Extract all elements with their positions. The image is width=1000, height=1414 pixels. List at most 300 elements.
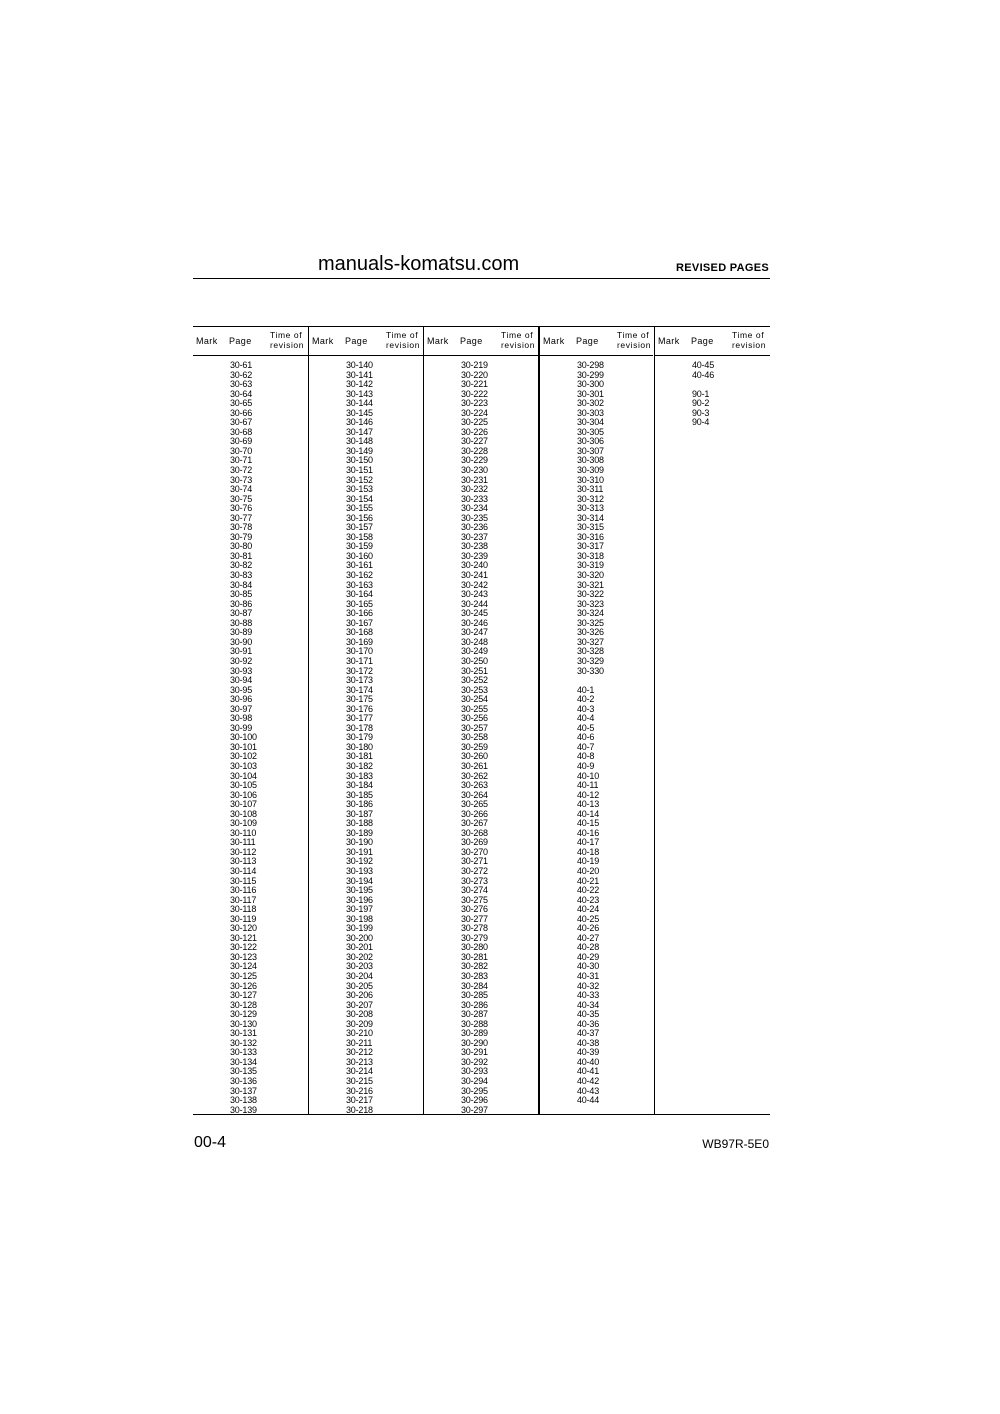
page-entry: 30-125 [230, 971, 257, 981]
page-entry: 30-252 [461, 675, 488, 686]
page-list [230, 361, 257, 1115]
page-entry: 30-210 [346, 1028, 373, 1039]
page-entry: 90-4 [692, 417, 710, 428]
page-entry: 30-174 [346, 684, 373, 695]
page-entry: 30-140 [346, 360, 373, 370]
page-entry: 30-287 [461, 1009, 488, 1020]
page-entry: 30-180 [346, 741, 373, 752]
page-entry: 30-123 [230, 951, 257, 962]
page-entry: 30-308 [577, 455, 604, 466]
page-entry: 30-132 [230, 1037, 257, 1048]
page-entry: 40-29 [577, 951, 600, 962]
page-entry: 40-15 [577, 818, 600, 829]
page-entry: 30-274 [461, 885, 488, 896]
page-entry: 30-295 [461, 1085, 488, 1096]
page-entry: 90-2 [692, 398, 710, 409]
page-entry: 30-105 [230, 780, 257, 791]
page-entry: 30-81 [230, 550, 253, 561]
page-entry: 90-1 [692, 388, 710, 399]
page-entry: 30-181 [346, 751, 373, 762]
page-entry: 30-62 [230, 369, 253, 380]
page-entry: 30-268 [461, 827, 488, 838]
page-entry: 30-260 [461, 751, 488, 762]
page-entry: 40-16 [577, 827, 600, 838]
page-entry: 30-296 [461, 1095, 488, 1106]
page-list [577, 361, 604, 1106]
page-entry: 30-102 [230, 751, 257, 762]
page-entry: 30-94 [230, 675, 253, 686]
page-entry: 30-178 [346, 722, 373, 733]
page-entry: 30-165 [346, 598, 373, 609]
page-entry: 40-28 [577, 942, 600, 953]
page-entry: 30-151 [346, 465, 373, 476]
page-entry: 30-306 [577, 436, 604, 447]
page-entry: 30-118 [230, 904, 257, 915]
page-entry: 30-107 [230, 799, 257, 810]
page-entry: 30-276 [461, 904, 488, 915]
page-entry: 30-97 [230, 703, 253, 714]
page-entry: 30-191 [346, 846, 373, 857]
page-entry: 30-82 [230, 560, 253, 571]
page-entry: 40-32 [577, 980, 600, 991]
page-entry: 30-326 [577, 627, 604, 638]
page-entry: 30-186 [346, 799, 373, 810]
page-entry: 30-89 [230, 627, 253, 638]
page-entry: 30-198 [346, 913, 373, 924]
page-entry: 30-137 [230, 1085, 257, 1096]
page-entry: 30-110 [230, 827, 257, 838]
page-entry: 30-113 [230, 856, 257, 867]
header-mark: Mark [312, 336, 334, 346]
page-entry: 30-282 [461, 961, 488, 972]
page-entry: 30-311 [577, 484, 604, 495]
column-header [309, 327, 423, 356]
header-mark: Mark [427, 336, 449, 346]
page-entry: 30-261 [461, 760, 488, 771]
page-entry: 30-150 [346, 455, 373, 466]
header-mark: Mark [196, 336, 218, 346]
page-entry: 30-204 [346, 971, 373, 981]
page-entry: 30-69 [230, 436, 253, 447]
page-entry: 40-20 [577, 865, 600, 876]
page-entry: 30-324 [577, 608, 604, 619]
page-entry: 30-145 [346, 407, 373, 418]
page-entry: 30-249 [461, 646, 488, 657]
page-entry: 30-251 [461, 665, 488, 676]
header-rule [193, 278, 770, 279]
page-entry: 30-305 [577, 426, 604, 437]
page-entry: 40-21 [577, 875, 600, 886]
page-entry: 30-171 [346, 655, 373, 666]
page-entry: 30-104 [230, 770, 257, 781]
page-entry: 30-143 [346, 388, 373, 399]
page-entry: 30-219 [461, 360, 488, 370]
page-entry: 30-108 [230, 808, 257, 819]
header-page: Page [576, 336, 599, 346]
table-column-1 [193, 327, 308, 1114]
page-entry: 30-88 [230, 617, 253, 628]
page-entry: 30-297 [461, 1104, 488, 1115]
page-entry: 40-35 [577, 1009, 600, 1020]
page-entry: 30-309 [577, 465, 604, 476]
page-entry: 30-223 [461, 398, 488, 409]
page-entry: 30-217 [346, 1095, 373, 1106]
page-entry: 30-179 [346, 732, 373, 743]
page-entry: 30-238 [461, 541, 488, 552]
page-entry: 40-37 [577, 1028, 600, 1039]
page-entry: 30-129 [230, 1009, 257, 1020]
page-entry: 30-226 [461, 426, 488, 437]
page-entry: 30-233 [461, 493, 488, 504]
page-entry: 30-187 [346, 808, 373, 819]
page-entry: 30-135 [230, 1066, 257, 1077]
page-entry: 30-152 [346, 474, 373, 485]
page-entry: 30-248 [461, 636, 488, 647]
header-time-of-revision: Time of revision [501, 330, 536, 350]
page-entry: 30-262 [461, 770, 488, 781]
page-entry: 40-9 [577, 760, 595, 771]
page-entry: 30-275 [461, 894, 488, 905]
page-entry: 40-23 [577, 894, 600, 905]
page-entry: 30-106 [230, 789, 257, 800]
page-entry: 30-265 [461, 799, 488, 810]
page-entry: 40-7 [577, 741, 595, 752]
page-entry: 30-147 [346, 426, 373, 437]
page-entry: 30-100 [230, 732, 257, 743]
page-entry: 30-294 [461, 1076, 488, 1087]
page-entry: 30-72 [230, 465, 253, 476]
page-entry: 30-214 [346, 1066, 373, 1077]
page-entry: 30-96 [230, 694, 253, 705]
page-entry: 30-130 [230, 1018, 257, 1029]
page-entry: 40-17 [577, 837, 600, 848]
header-page: Page [345, 336, 368, 346]
page-entry: 30-318 [577, 550, 604, 561]
header-mark: Mark [658, 336, 680, 346]
page-entry: 30-196 [346, 894, 373, 905]
page-entry: 30-109 [230, 818, 257, 829]
page-entry: 40-18 [577, 846, 600, 857]
page-entry: 30-264 [461, 789, 488, 800]
page-entry: 30-85 [230, 589, 253, 600]
page-entry: 30-328 [577, 646, 604, 657]
page-entry: 30-280 [461, 942, 488, 953]
page-entry: 30-321 [577, 579, 604, 590]
page-entry: 30-175 [346, 694, 373, 705]
page-entry: 30-239 [461, 550, 488, 561]
table-column-3 [423, 327, 538, 1114]
page-entry: 30-83 [230, 570, 253, 581]
header-page: Page [460, 336, 483, 346]
page-entry: 30-166 [346, 608, 373, 619]
page-entry: 30-242 [461, 579, 488, 590]
page-entry: 30-183 [346, 770, 373, 781]
column-header [655, 327, 770, 356]
page-entry: 30-290 [461, 1037, 488, 1048]
page-entry: 30-330 [577, 665, 604, 676]
page-entry: 30-192 [346, 856, 373, 867]
page-entry: 30-86 [230, 598, 253, 609]
page-entry: 30-283 [461, 971, 488, 981]
page-entry: 30-133 [230, 1047, 257, 1058]
section-title: REVISED PAGES [676, 262, 769, 274]
page-entry: 40-10 [577, 770, 600, 781]
page-entry: 40-24 [577, 904, 600, 915]
page-entry: 40-46 [692, 369, 715, 380]
page-entry: 40-26 [577, 923, 600, 934]
page-entry: 30-267 [461, 818, 488, 829]
page-entry: 30-73 [230, 474, 253, 485]
page-entry: 30-293 [461, 1066, 488, 1077]
page-entry: 30-279 [461, 932, 488, 943]
page-entry: 30-299 [577, 369, 604, 380]
page-entry: 30-253 [461, 684, 488, 695]
page-entry: 30-93 [230, 665, 253, 676]
page-entry: 40-4 [577, 713, 595, 724]
page-entry: 30-232 [461, 484, 488, 495]
page-entry: 30-68 [230, 426, 253, 437]
page-entry: 30-250 [461, 655, 488, 666]
page-entry: 30-216 [346, 1085, 373, 1096]
page-entry: 30-193 [346, 865, 373, 876]
page-entry: 30-288 [461, 1018, 488, 1029]
page-entry: 40-31 [577, 971, 600, 981]
column-header [540, 327, 653, 356]
page-entry: 40-41 [577, 1066, 600, 1077]
page-entry: 30-161 [346, 560, 373, 571]
page-entry: 30-194 [346, 875, 373, 886]
page-entry: 30-136 [230, 1076, 257, 1087]
page-entry: 30-156 [346, 512, 373, 523]
page-entry: 30-209 [346, 1018, 373, 1029]
page-entry: 30-320 [577, 570, 604, 581]
page-entry: 40-12 [577, 789, 600, 800]
page-entry: 30-203 [346, 961, 373, 972]
page-entry: 30-74 [230, 484, 253, 495]
page-entry: 30-148 [346, 436, 373, 447]
page-entry: 30-225 [461, 417, 488, 428]
page-entry: 30-163 [346, 579, 373, 590]
page-entry: 30-103 [230, 760, 257, 771]
page-entry: 30-177 [346, 713, 373, 724]
page-entry: 30-120 [230, 923, 257, 934]
page-entry: 30-236 [461, 522, 488, 533]
page-entry: 30-313 [577, 503, 604, 514]
page-entry: 40-2 [577, 694, 595, 705]
page-entry: 30-266 [461, 808, 488, 819]
page-entry: 30-211 [346, 1037, 373, 1048]
page-entry: 30-122 [230, 942, 257, 953]
page-entry: 30-185 [346, 789, 373, 800]
page-entry: 30-221 [461, 379, 488, 390]
page-entry: 30-91 [230, 646, 253, 657]
column-header [424, 327, 538, 356]
page-entry: 30-303 [577, 407, 604, 418]
page-entry: 30-169 [346, 636, 373, 647]
page-entry: 30-189 [346, 827, 373, 838]
page-entry: 40-19 [577, 856, 600, 867]
page-entry: 30-115 [230, 875, 257, 886]
page-entry: 40-34 [577, 999, 600, 1010]
page-entry: 30-271 [461, 856, 488, 867]
page-entry: 30-247 [461, 627, 488, 638]
page-entry: 30-231 [461, 474, 488, 485]
page-entry: 30-213 [346, 1056, 373, 1067]
page-entry: 40-1 [577, 684, 595, 695]
page-entry: 30-314 [577, 512, 604, 523]
page-entry: 30-164 [346, 589, 373, 600]
page-entry: 30-291 [461, 1047, 488, 1058]
page-entry: 30-270 [461, 846, 488, 857]
page-entry: 30-149 [346, 445, 373, 456]
page-entry: 30-234 [461, 503, 488, 514]
page-entry: 30-325 [577, 617, 604, 628]
page-entry: 30-92 [230, 655, 253, 666]
page-entry: 30-222 [461, 388, 488, 399]
page-entry: 40-39 [577, 1047, 600, 1058]
table-column-5 [654, 327, 770, 1114]
page-entry: 30-218 [346, 1104, 373, 1115]
header-time-of-revision: Time of revision [617, 330, 652, 350]
page-entry: 30-127 [230, 990, 257, 1001]
page-entry: 30-228 [461, 445, 488, 456]
header-time-of-revision: Time of revision [732, 330, 767, 350]
page-entry: 30-212 [346, 1047, 373, 1058]
page-entry: 30-111 [230, 837, 256, 848]
page-entry: 30-158 [346, 531, 373, 542]
page-entry: 40-40 [577, 1056, 600, 1067]
page-entry: 30-292 [461, 1056, 488, 1067]
table-column-4 [538, 327, 653, 1114]
page-entry: 30-159 [346, 541, 373, 552]
page-entry: 30-298 [577, 360, 604, 370]
page-entry: 30-220 [461, 369, 488, 380]
page-entry: 30-119 [230, 913, 257, 924]
page-entry: 30-201 [346, 942, 373, 953]
page-entry: 40-45 [692, 360, 715, 370]
page-entry: 30-205 [346, 980, 373, 991]
page-entry: 30-153 [346, 484, 373, 495]
page-entry: 40-25 [577, 913, 600, 924]
page-entry: 30-312 [577, 493, 604, 504]
page-entry: 30-323 [577, 598, 604, 609]
page-entry: 30-199 [346, 923, 373, 934]
page-entry: 30-317 [577, 541, 604, 552]
page-entry: 30-138 [230, 1095, 257, 1106]
page-entry: 30-172 [346, 665, 373, 676]
page-entry: 30-154 [346, 493, 373, 504]
page-entry: 30-255 [461, 703, 488, 714]
page-entry: 30-277 [461, 913, 488, 924]
page-entry: 40-22 [577, 885, 600, 896]
page-entry: 30-162 [346, 570, 373, 581]
page-entry: 30-322 [577, 589, 604, 600]
page-entry: 30-141 [346, 369, 373, 380]
page-entry: 30-121 [230, 932, 257, 943]
page-entry: 30-126 [230, 980, 257, 991]
page-entry: 30-215 [346, 1076, 373, 1087]
page-entry: 30-75 [230, 493, 253, 504]
page-entry: 30-235 [461, 512, 488, 523]
page-entry: 30-315 [577, 522, 604, 533]
page-entry: 30-258 [461, 732, 488, 743]
page-entry: 30-117 [230, 894, 257, 905]
page-entry: 30-99 [230, 722, 253, 733]
page-entry: 30-245 [461, 608, 488, 619]
page-entry: 30-131 [230, 1028, 257, 1039]
page-entry: 30-160 [346, 550, 373, 561]
page-entry: 30-246 [461, 617, 488, 628]
page-entry: 30-87 [230, 608, 253, 619]
page-entry: 30-76 [230, 503, 253, 514]
page-entry: 30-70 [230, 445, 253, 456]
page-entry: 30-307 [577, 445, 604, 456]
header-page: Page [691, 336, 714, 346]
page-entry: 30-78 [230, 522, 253, 533]
page-entry: 30-285 [461, 990, 488, 1001]
page-entry: 30-289 [461, 1028, 488, 1039]
page-entry: 30-197 [346, 904, 373, 915]
page-entry: 30-278 [461, 923, 488, 934]
page-entry: 30-170 [346, 646, 373, 657]
page-entry: 30-79 [230, 531, 253, 542]
table-column-2 [308, 327, 423, 1114]
page-entry: 30-237 [461, 531, 488, 542]
page-list [346, 361, 373, 1115]
page-entry: 30-67 [230, 417, 253, 428]
page-entry: 30-61 [230, 360, 253, 370]
page-entry: 40-43 [577, 1085, 600, 1096]
page-entry: 30-263 [461, 780, 488, 791]
page-entry: 30-259 [461, 741, 488, 752]
page-entry: 30-202 [346, 951, 373, 962]
page-entry: 30-84 [230, 579, 253, 590]
page-entry: 30-173 [346, 675, 373, 686]
page-entry: 30-144 [346, 398, 373, 409]
page-entry: 30-319 [577, 560, 604, 571]
page-entry: 30-146 [346, 417, 373, 428]
page-entry: 30-229 [461, 455, 488, 466]
page-entry: 40-6 [577, 732, 595, 743]
page-entry: 30-128 [230, 999, 257, 1010]
header-time-of-revision: Time of revision [270, 330, 305, 350]
page-entry: 30-101 [230, 741, 257, 752]
page-entry: 40-38 [577, 1037, 600, 1048]
page-entry: 30-155 [346, 503, 373, 514]
page-entry: 40-33 [577, 990, 600, 1001]
page-entry: 30-182 [346, 760, 373, 771]
page-entry: 30-206 [346, 990, 373, 1001]
page-entry: 40-13 [577, 799, 600, 810]
page-entry: 30-190 [346, 837, 373, 848]
page-entry: 30-112 [230, 846, 257, 857]
header-page: Page [229, 336, 252, 346]
page-entry: 30-240 [461, 560, 488, 571]
page-entry: 30-284 [461, 980, 488, 991]
page-entry: 30-256 [461, 713, 488, 724]
page-list [461, 361, 488, 1115]
page-list [692, 361, 714, 428]
page-entry: 40-30 [577, 961, 600, 972]
page-entry: 30-329 [577, 655, 604, 666]
header-time-of-revision: Time of revision [386, 330, 421, 350]
page-entry: 30-71 [230, 455, 253, 466]
page-entry: 40-8 [577, 751, 595, 762]
page-entry: 30-272 [461, 865, 488, 876]
page-entry: 30-142 [346, 379, 373, 390]
page-entry: 30-227 [461, 436, 488, 447]
page-entry: 30-207 [346, 999, 373, 1010]
